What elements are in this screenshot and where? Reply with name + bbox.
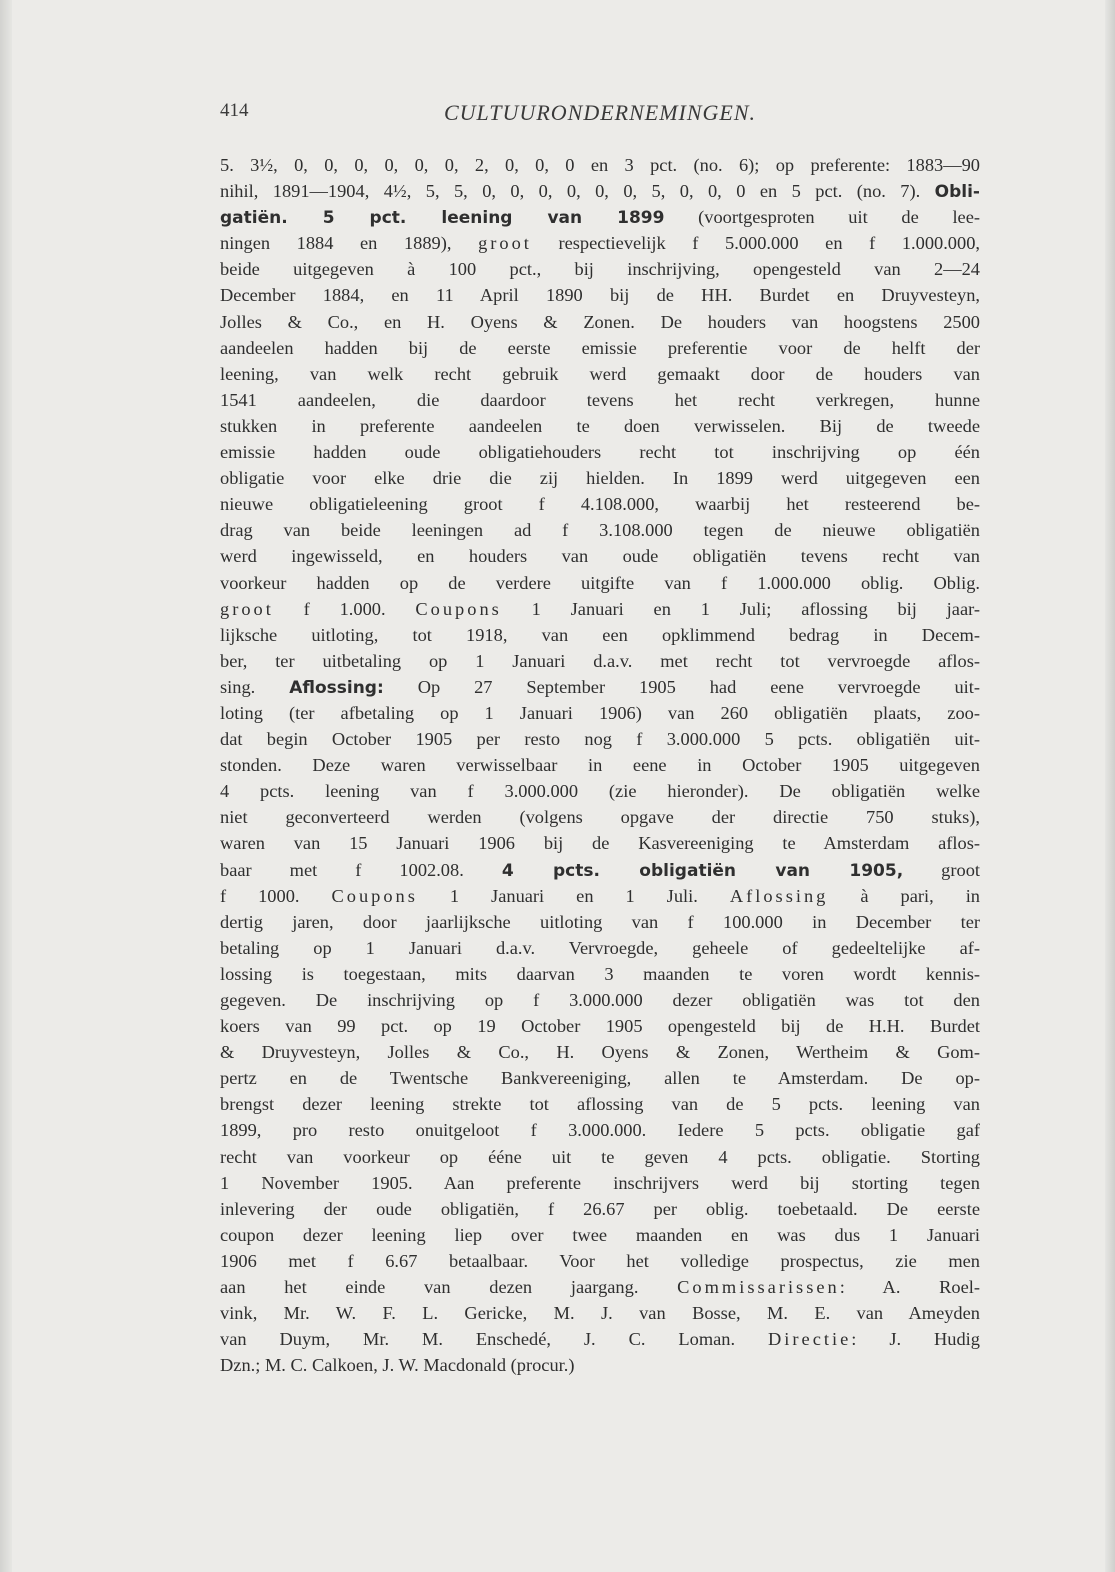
page-header	[220, 100, 980, 132]
text-run: ber, ter uitbetaling op 1 Januari d.a.v. met recht tot vervroegde aflos-	[220, 650, 980, 671]
text-run: drag van beide leeningen ad f 3.108.000 tegen de nieuwe obligatiën	[220, 520, 980, 541]
text-line	[220, 256, 980, 282]
text-line	[220, 752, 980, 778]
text-line	[220, 204, 980, 230]
text-run: December 1884, en 11 April 1890 bij de HH. Burdet en Druyvesteyn,	[220, 285, 980, 306]
text-line	[220, 517, 980, 543]
text-run: Jolles & Co., en H. Oyens & Zonen. De houders van hoogstens 2500	[220, 311, 980, 332]
spaced-term: Coupons	[415, 598, 502, 619]
text-line	[220, 909, 980, 935]
page-number: 414	[220, 100, 249, 121]
text-run: vink, Mr. W. F. L. Gericke, M. J. van Bosse, M. E. van Ameyden	[220, 1303, 980, 1324]
text-line	[220, 857, 980, 883]
text-run: baar met f 1002.08.	[220, 859, 502, 880]
text-line	[220, 1274, 980, 1300]
text-run: inlevering der oude obligatiën, f 26.67 per oblig. toebetaald. De eerste	[220, 1198, 980, 1219]
text-line	[220, 1248, 980, 1274]
text-line	[220, 465, 980, 491]
text-line	[220, 1117, 980, 1143]
text-run: respectievelijk f 5.000.000 en f 1.000.000,	[531, 233, 980, 254]
text-line	[220, 596, 980, 622]
text-run: voorkeur hadden op de verdere uitgifte van f 1.000.000 oblig. Oblig.	[220, 572, 980, 593]
text-run: 1 Januari en 1 Juli.	[417, 885, 730, 906]
text-line	[220, 570, 980, 596]
text-line	[220, 1065, 980, 1091]
text-line	[220, 1196, 980, 1222]
text-run: coupon dezer leening liep over twee maanden en was dus 1 Januari	[220, 1224, 980, 1245]
text-run: f 1000.	[220, 885, 332, 906]
text-line	[220, 413, 980, 439]
spaced-term: groot	[478, 233, 532, 254]
running-title: CULTUURONDERNEMINGEN.	[443, 100, 757, 125]
spaced-term: groot	[220, 598, 274, 619]
text-run: ningen 1884 en 1889),	[220, 233, 479, 254]
page-edge-left	[0, 0, 12, 1572]
text-line	[220, 1013, 980, 1039]
text-run: sing.	[220, 676, 290, 697]
text-run: 1906 met f 6.67 betaalbaar. Voor het volledige prospectus, zie men	[220, 1250, 980, 1271]
text-line	[220, 1091, 980, 1117]
text-line	[220, 700, 980, 726]
text-line	[220, 361, 980, 387]
text-line	[220, 622, 980, 648]
text-line	[220, 778, 980, 804]
bold-heading: 4 pcts. obligatiën van 1905,	[501, 860, 904, 881]
text-line	[220, 387, 980, 413]
bold-heading: Obli-	[934, 182, 980, 203]
text-line	[220, 230, 980, 256]
text-line	[220, 987, 980, 1013]
text-run: dat begin October 1905 per resto nog f 3.000.000 5 pcts. obligatiën uit-	[220, 729, 980, 750]
text-run: leening, van welk recht gebruik werd gemaakt door de houders van	[220, 363, 980, 384]
text-run: niet geconverteerd werden (volgens opgave der directie 750 stuks),	[220, 807, 980, 828]
text-run: stonden. Deze waren verwisselbaar in eene in October 1905 uitgegeven	[220, 755, 980, 776]
spaced-term: Aflossing	[729, 885, 829, 906]
text-run: nieuwe obligatieleening groot f 4.108.000, waarbij het resteerend be-	[220, 494, 980, 515]
text-run: koers van 99 pct. op 19 October 1905 opengesteld bij de H.H. Burdet	[220, 1016, 980, 1037]
spaced-term: Directie	[768, 1329, 852, 1350]
text-run: van Duym, Mr. M. Enschedé, J. C. Loman.	[220, 1329, 769, 1350]
text-line	[220, 439, 980, 465]
spaced-term: Commissarissen	[677, 1277, 840, 1298]
text-run: aandeelen hadden bij de eerste emissie preferentie voor de helft der	[220, 337, 980, 358]
text-run: gegeven. De inschrijving op f 3.000.000 dezer obligatiën was tot den	[220, 990, 980, 1010]
text-run: lossing is toegestaan, mits daarvan 3 maanden te voren wordt kennis-	[220, 963, 980, 984]
text-line	[220, 309, 980, 335]
text-run: werd ingewisseld, en houders van oude obligatiën tevens recht van	[220, 546, 980, 567]
text-run: à pari, in	[828, 885, 980, 906]
text-run: betaling op 1 Januari d.a.v. Vervroegde, geheele of gedeeltelijke af-	[220, 937, 980, 958]
text-line	[220, 804, 980, 830]
spaced-term: Coupons	[331, 885, 418, 906]
text-line	[220, 648, 980, 674]
text-run: 5. 3½, 0, 0, 0, 0, 0, 0, 2, 0, 0, 0 en 3 pct. (no. 6); op preferente: 1883—90	[220, 155, 980, 175]
text-run: 1899, pro resto onuitgeloot f 3.000.000. Iedere 5 pcts. obligatie gaf	[220, 1120, 980, 1141]
text-run: recht van voorkeur op éénе uit te geven 4 pcts. obligatie. Storting	[220, 1146, 980, 1167]
text-run: aan het einde van dezen jaargang.	[220, 1277, 678, 1298]
text-run: obligatie voor elke drie die zij hielden. In 1899 werd uitgegeven een	[220, 468, 980, 489]
text-line	[220, 961, 980, 987]
text-line	[220, 674, 980, 700]
text-run: lijksche uitloting, tot 1918, van een opklimmend bedrag in Decem-	[220, 624, 980, 645]
text-run: Op 27 September 1905 had eene vervroegde uit-	[383, 676, 980, 697]
text-line	[220, 282, 980, 308]
text-run: 1 November 1905. Aan preferente inschrijvers werd bij storting tegen	[220, 1172, 980, 1193]
text-run: 1 Januari en 1 Juli; aflossing bij jaar-	[501, 598, 980, 619]
text-line	[220, 830, 980, 856]
text-line	[220, 1039, 980, 1065]
page-edge-right	[1105, 0, 1115, 1572]
text-run: waren van 15 Januari 1906 bij de Kasvereeniging te Amsterdam aflos-	[220, 833, 980, 854]
text-line	[220, 543, 980, 569]
text-line	[220, 1352, 980, 1378]
text-line	[220, 935, 980, 961]
body-text	[220, 152, 980, 1378]
text-run: emissie hadden oude obligatiehouders recht tot inschrijving op één	[220, 442, 980, 463]
text-run: dertig jaren, door jaarlijksche uitloting van f 100.000 in December ter	[220, 911, 980, 932]
text-line	[220, 883, 980, 909]
text-run: (voortgesproten uit de lee-	[664, 207, 980, 228]
text-line	[220, 726, 980, 752]
text-run: f 1.000.	[273, 598, 416, 619]
text-line	[220, 1144, 980, 1170]
text-run: 1541 aandeelen, die daardoor tevens het recht verkregen, hunne	[220, 389, 980, 410]
text-line	[220, 491, 980, 517]
bold-heading: Aflossing:	[289, 677, 384, 698]
text-run: nihil, 1891—1904, 4½, 5, 5, 0, 0, 0, 0, 0, 0, 5, 0, 0, 0 en 5 pct. (no. 7).	[220, 181, 935, 202]
text-run: pertz en de Twentsche Bankvereeniging, allen te Amsterdam. De op-	[220, 1068, 980, 1089]
text-run: & Druyvesteyn, Jolles & Co., H. Oyens & Zonen, Wertheim & Gom-	[220, 1042, 980, 1063]
text-line	[220, 335, 980, 361]
text-line	[220, 1326, 980, 1352]
text-line	[220, 1170, 980, 1196]
text-run: loting (ter afbetaling op 1 Januari 1906) van 260 obligatiën plaats, zoo-	[220, 702, 980, 723]
text-run: : A. Roel-	[839, 1277, 980, 1298]
text-run: : J. Hudig	[851, 1329, 980, 1350]
text-run: brengst dezer leening strekte tot aflossing van de 5 pcts. leening van	[220, 1094, 980, 1115]
text-run: 4 pcts. leening van f 3.000.000 (zie hieronder). De obligatiën welke	[220, 781, 980, 802]
text-run: beide uitgegeven à 100 pct., bij inschrijving, opengesteld van 2—24	[220, 259, 980, 280]
text-run: stukken in preferente aandeelen te doen verwisselen. Bij de tweede	[220, 415, 980, 436]
text-line	[220, 1222, 980, 1248]
text-line	[220, 1300, 980, 1326]
text-run: Dzn.; M. C. Calkoen, J. W. Macdonald (procur.)	[220, 1355, 575, 1376]
text-run: groot	[903, 859, 980, 880]
bold-heading: gatiën. 5 pct. leening van 1899	[220, 208, 665, 229]
text-line	[220, 152, 980, 178]
text-line	[220, 178, 980, 204]
